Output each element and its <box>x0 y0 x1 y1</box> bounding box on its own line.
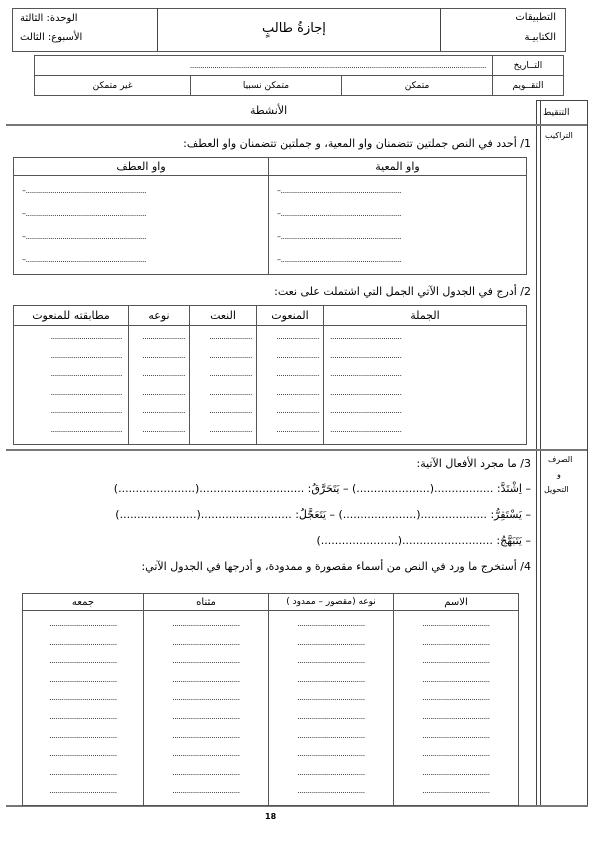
q4-prompt: 4/ أستخرج ما ورد في النص من أسماء مقصورة و ممدودة، و أدرجها في الجدول الآتي: <box>141 560 531 573</box>
q2-header-noun: المنعوت <box>257 306 324 326</box>
q2-type-column[interactable]: ..................... ..................... ..................... ..................... ..................... ..................... <box>142 332 185 434</box>
page-title: إجازةُ طالبٍ <box>262 21 326 36</box>
q3-prompt: 3/ ما مجرد الأفعال الآتية: <box>416 457 531 470</box>
q1-header-maiyya: واو المعية <box>269 158 527 176</box>
level-proficient: متمكن <box>342 76 493 96</box>
q4-header-noun: الاسم <box>394 594 519 611</box>
sidebar-morph-1: الصرف <box>548 455 573 464</box>
q2-header-adjective: النعت <box>190 306 257 326</box>
q1-answer-maiyya[interactable]: –........................................................... –........................................................... –........................................................... –........................................................... <box>277 186 402 264</box>
date-field[interactable]: ................................................................................................................................................. <box>189 61 486 70</box>
q3-item-1[interactable]: – اِشْتَدَّ: .................(.....................) – يَتَحَرَّقُ: ..............................(......................) <box>113 482 531 495</box>
eval-label: التقــويم <box>493 76 564 96</box>
q4-header-type: نوعه (مقصور – ممدود ) <box>269 594 394 611</box>
activities-title: الأنشطة <box>250 104 288 117</box>
sidebar-morph-3: التحويل <box>544 485 569 494</box>
header-right-line1: التطبيقات <box>515 12 556 23</box>
q2-header-agreement: مطابقته للمنعوت <box>14 306 129 326</box>
q4-header-plural: جمعه <box>23 594 144 611</box>
q4-table <box>22 593 519 806</box>
q4-noun-column[interactable]: ................................. ................................. ................................. ................................. ................................. ................................. ................................. ................................. ................................. ................................. <box>422 619 490 796</box>
q2-adjective-column[interactable]: ..................... ..................... ..................... ..................... ..................... ..................... <box>209 332 252 434</box>
unit-label: الوحدة: الثالثة <box>20 13 78 24</box>
q3-item-3[interactable]: – يَتَبَهَّجُ: ..........................(......................) <box>316 534 531 547</box>
level-not-proficient: غير متمكن <box>35 76 191 96</box>
sidebar-morph-2: و <box>557 470 561 479</box>
q4-header-dual: مثناه <box>144 594 269 611</box>
header-right-line2: الكتابيـة <box>524 32 556 43</box>
q4-dual-column[interactable]: ................................. ................................. ................................. ................................. ................................. ................................. ................................. ................................. ................................. ................................. <box>172 619 240 796</box>
q2-header-type: نوعه <box>129 306 190 326</box>
page-number: 18 <box>265 812 277 821</box>
q2-noun-column[interactable]: ..................... ..................... ..................... ..................... ..................... ..................... <box>276 332 319 434</box>
sidebar-structures: التراكيب <box>545 131 573 140</box>
sidebar-planning: التنقيط <box>543 108 570 118</box>
q3-item-2[interactable]: – يَسْتَقِرُّ: ...................(.....................) – يَتَعَجَّلُ: ..........................(......................) <box>115 508 531 521</box>
q2-header-sentence: الجملة <box>324 306 527 326</box>
q1-table <box>13 157 527 275</box>
q4-type-column[interactable]: ................................. ................................. ................................. ................................. ................................. ................................. ................................. ................................. ................................. ................................. <box>297 619 365 796</box>
q1-answer-atf[interactable]: –........................................................... –........................................................... –........................................................... –........................................................... <box>22 186 147 264</box>
q2-sentence-column[interactable]: ................................... ................................... ................................... ................................... ................................... ................................... <box>330 332 402 434</box>
q1-prompt: 1/ أحدد في النص جملتين تتضمنان واو المعية، و جملتين تتضمنان واو العطف: <box>183 137 531 150</box>
week-label: الأسبوع: الثالث <box>20 32 83 43</box>
q2-prompt: 2/ أدرج في الجدول الآتي الجمل التي اشتملت على نعت: <box>274 285 531 298</box>
level-partial: متمكن نسبيا <box>191 76 342 96</box>
evaluation-table <box>34 55 564 96</box>
q1-header-atf: واو العطف <box>14 158 269 176</box>
q2-table <box>13 305 527 445</box>
q4-plural-column[interactable]: ................................. ................................. ................................. ................................. ................................. ................................. ................................. ................................. ................................. ................................. <box>49 619 117 796</box>
date-label: التــاريخ <box>493 56 564 76</box>
q2-agreement-column[interactable]: ................................... ................................... ................................... ................................... ................................... ................................... <box>50 332 122 434</box>
